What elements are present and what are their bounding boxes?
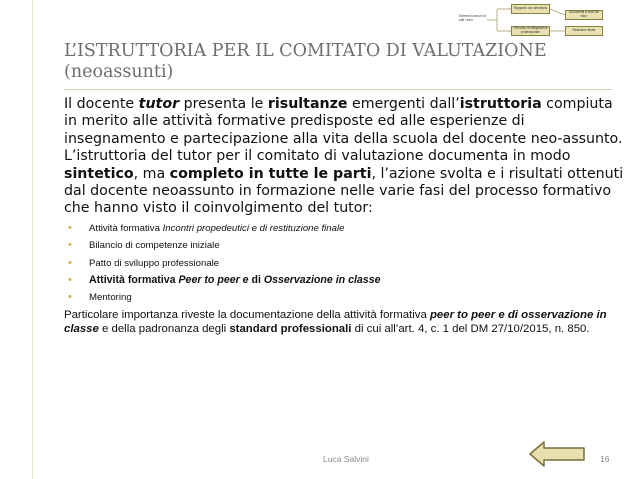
text-bold: risultanze xyxy=(267,96,348,112)
slide-title-line2: (neoassunti) xyxy=(64,62,174,82)
mini-diagram-box-percorso: Percorso di integrazione professionale xyxy=(511,26,550,36)
list-item xyxy=(64,289,624,306)
back-arrow-button[interactable] xyxy=(528,440,586,468)
slide-edge-line xyxy=(32,0,33,479)
text: compiuta in merito alle attività formative predisposte ed alle esperienze di insegnamento e partecipazione alla vita della scuola del docente neo-assunto. xyxy=(64,96,623,147)
mini-diagram-box-relazione: Relazione finale xyxy=(565,26,603,36)
text: Patto di sviluppo professionale xyxy=(89,257,220,269)
footer-author: Luca Salvini xyxy=(323,454,369,464)
text-bold: sintetico xyxy=(64,165,134,182)
list-item xyxy=(64,255,624,272)
text: L’istruttoria del tutor per il comitato di valutazione documenta in modo xyxy=(64,148,571,165)
text-bold-italic: tutor xyxy=(138,96,180,112)
bullet-icon: • xyxy=(68,274,72,287)
text: Mentoring xyxy=(89,292,132,304)
text: Il docente xyxy=(64,96,139,112)
text: Attività formativa xyxy=(89,222,163,234)
slide-title xyxy=(64,41,604,83)
text: presenta le xyxy=(179,96,268,112)
mini-diagram-box-istruttoria: Rapporto con istruttoria xyxy=(511,4,550,14)
text-bold: standard professionali xyxy=(229,322,352,335)
slide-body xyxy=(64,96,624,336)
text: e della padronanza degli xyxy=(98,322,230,335)
list-item xyxy=(64,237,624,254)
list-item xyxy=(64,272,624,289)
text-bold-italic: Osservazione in classe xyxy=(263,274,381,287)
back-arrow-icon xyxy=(530,442,584,466)
bullet-icon: • xyxy=(68,291,72,304)
text-italic: Incontri propedeutici e di restituzione finale xyxy=(162,222,345,234)
paragraph-istruttoria xyxy=(64,148,624,218)
paragraph-documentazione xyxy=(64,309,624,337)
page-number: 16 xyxy=(600,454,610,464)
text-bold: istruttoria xyxy=(459,96,542,112)
bullet-list xyxy=(64,220,624,307)
text-bold: completo in tutte le parti xyxy=(169,165,372,182)
text: di cui all’art. 4, c. 1 del DM 27/10/2015, n. 850. xyxy=(351,322,590,335)
text: Particolare importanza riveste la documentazione della attività formativa xyxy=(64,308,430,321)
text-bold: di xyxy=(248,274,264,287)
bullet-icon: • xyxy=(68,239,72,252)
mini-diagram-root: Elementi comuni di tutti i tutor xyxy=(459,14,486,22)
text: , ma xyxy=(133,165,170,182)
text: , l’azione svolta e i risultati ottenuti dal docente neoassunto in formazione nelle varie fasi del processo formativo che hanno visto il coinvolgimento del tutor: xyxy=(64,165,624,217)
text-bold-italic: peer to peer e di osservazione in classe xyxy=(64,308,607,335)
bullet-icon: • xyxy=(68,221,72,234)
text: Bilancio di competenze iniziale xyxy=(89,240,220,252)
slide-title-line1: L’ISTRUTTORIA PER IL COMITATO DI VALUTAZIONE xyxy=(64,41,547,61)
text-bold-italic: Peer to peer e xyxy=(178,274,249,287)
list-item xyxy=(64,220,624,237)
bullet-icon: • xyxy=(68,256,72,269)
text: emergenti dall’ xyxy=(347,96,460,112)
text-bold: Attività formativa xyxy=(89,274,179,287)
mini-diagram-box-documenti: Documenti a cura del tutor xyxy=(565,10,603,20)
paragraph-tutor xyxy=(64,96,624,148)
title-divider xyxy=(64,89,612,90)
